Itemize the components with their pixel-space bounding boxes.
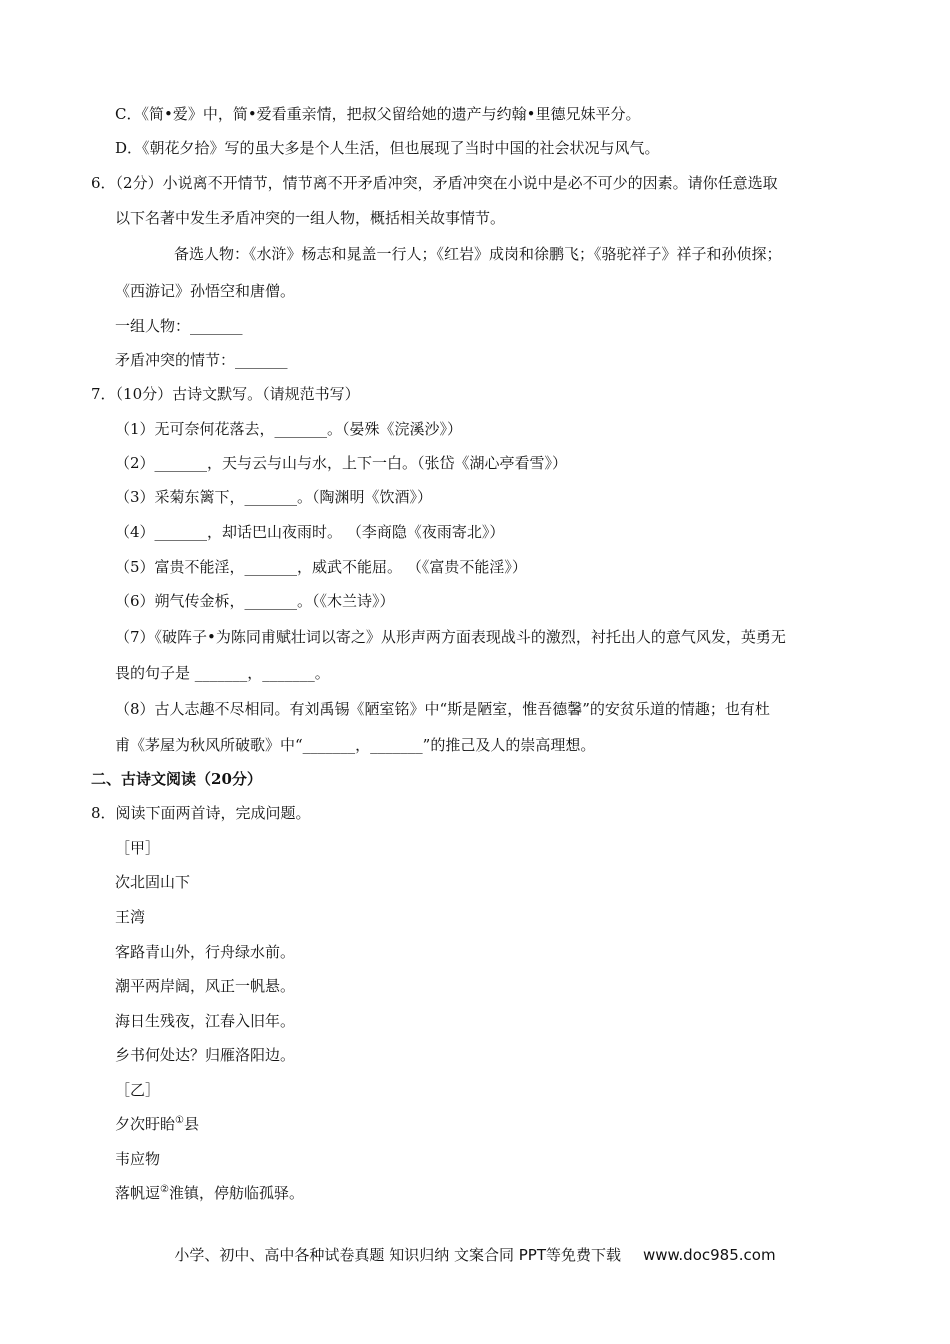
section-heading-2: 二、古诗文阅读（20分）	[91, 770, 262, 788]
question-6-line-1: 6．（2分）小说离不开情节，情节离不开矛盾冲突，矛盾冲突在小说中是必不可少的因素。请你任意选取	[91, 174, 778, 192]
question-7-item-2: （2）_______，天与云与山与水，上下一白。（张岱《湖心亭看雪》）	[115, 454, 568, 472]
poem-b-title-suffix: 县	[183, 1115, 199, 1133]
question-6-candidates-1: 备选人物：《水浒》杨志和晁盖一行人；《红岩》成岗和徐鹏飞；《骆驼祥子》祥子和孙侦探；	[174, 245, 782, 263]
option-d: D．《朝花夕拾》写的虽大多是个人生活，但也展现了当时中国的社会状况与风气。	[115, 139, 660, 157]
poem-a-line-4: 乡书何处达？归雁洛阳边。	[115, 1046, 296, 1064]
footer-site-link[interactable]: www.doc985.com	[642, 1246, 776, 1264]
question-8-title: 8．阅读下面两首诗，完成问题。	[91, 804, 311, 822]
poem-a-mark: ［甲］	[115, 839, 161, 857]
question-7-item-4: （4）_______，却话巴山夜雨时。 （李商隐《夜雨寄北》）	[115, 523, 505, 541]
question-7-item-5: （5）富贵不能淫，_______，威武不能屈。 （《富贵不能淫》）	[115, 558, 527, 576]
poem-a-line-1: 客路青山外，行舟绿水前。	[115, 943, 296, 961]
question-6-plot-blank: 矛盾冲突的情节：_______	[115, 351, 288, 369]
question-7-title: 7．（10分）古诗文默写。（请规范书写）	[91, 385, 360, 403]
footer-promo-text: 小学、初中、高中各种试卷真题 知识归纳 文案合同 PPT等免费下载	[174, 1246, 621, 1264]
question-7-item-6: （6）朔气传金柝，_______。（《木兰诗》）	[115, 592, 395, 610]
footnote-marker-2: ②	[160, 1184, 169, 1195]
question-7-item-1: （1）无可奈何花落去，_______。（晏殊《浣溪沙》）	[115, 420, 463, 438]
poem-a-author: 王湾	[115, 908, 146, 926]
poem-a-line-2: 潮平两岸阔，风正一帆悬。	[115, 977, 296, 995]
question-7-item-8-line-2: 甫《茅屋为秋风所破歌》中“_______，_______”的推己及人的崇高理想。	[115, 736, 596, 754]
question-7-item-7-line-2: 畏的句子是 _______，_______。	[115, 664, 330, 682]
poem-b-title-text: 夕次盱眙	[115, 1115, 176, 1133]
question-7-item-3: （3）采菊东篱下，_______。（陶渊明《饮酒》）	[115, 488, 433, 506]
poem-b-mark: ［乙］	[115, 1081, 161, 1099]
question-7-item-7-line-1: （7）《破阵子•为陈同甫赋壮词以寄之》从形声两方面表现战斗的激烈，衬托出人的意气风发，英勇无	[115, 628, 786, 646]
question-6-group-blank: 一组人物：_______	[115, 317, 243, 335]
page-footer	[0, 1244, 950, 1265]
footnote-marker-1: ①	[175, 1115, 184, 1126]
poem-b-line-1-post: 淮镇，停舫临孤驿。	[168, 1184, 304, 1202]
question-7-item-8-line-1: （8）古人志趣不尽相同。有刘禹锡《陋室铭》中“斯是陋室，惟吾德馨”的安贫乐道的情趣；也有杜	[115, 700, 770, 718]
poem-b-line-1	[115, 1183, 304, 1203]
poem-b-line-1-pre: 落帆逗	[115, 1184, 161, 1202]
poem-b-title	[115, 1114, 199, 1134]
question-6-candidates-2: 《西游记》孙悟空和唐僧。	[115, 282, 296, 300]
question-6-line-2: 以下名著中发生矛盾冲突的一组人物，概括相关故事情节。	[115, 209, 506, 227]
poem-a-line-3: 海日生残夜，江春入旧年。	[115, 1012, 296, 1030]
option-c: C．《简•爱》中，简•爱看重亲情，把叔父留给她的遗产与约翰•里德兄妹平分。	[115, 105, 641, 123]
poem-b-author: 韦应物	[115, 1150, 161, 1168]
poem-a-title: 次北固山下	[115, 873, 191, 891]
